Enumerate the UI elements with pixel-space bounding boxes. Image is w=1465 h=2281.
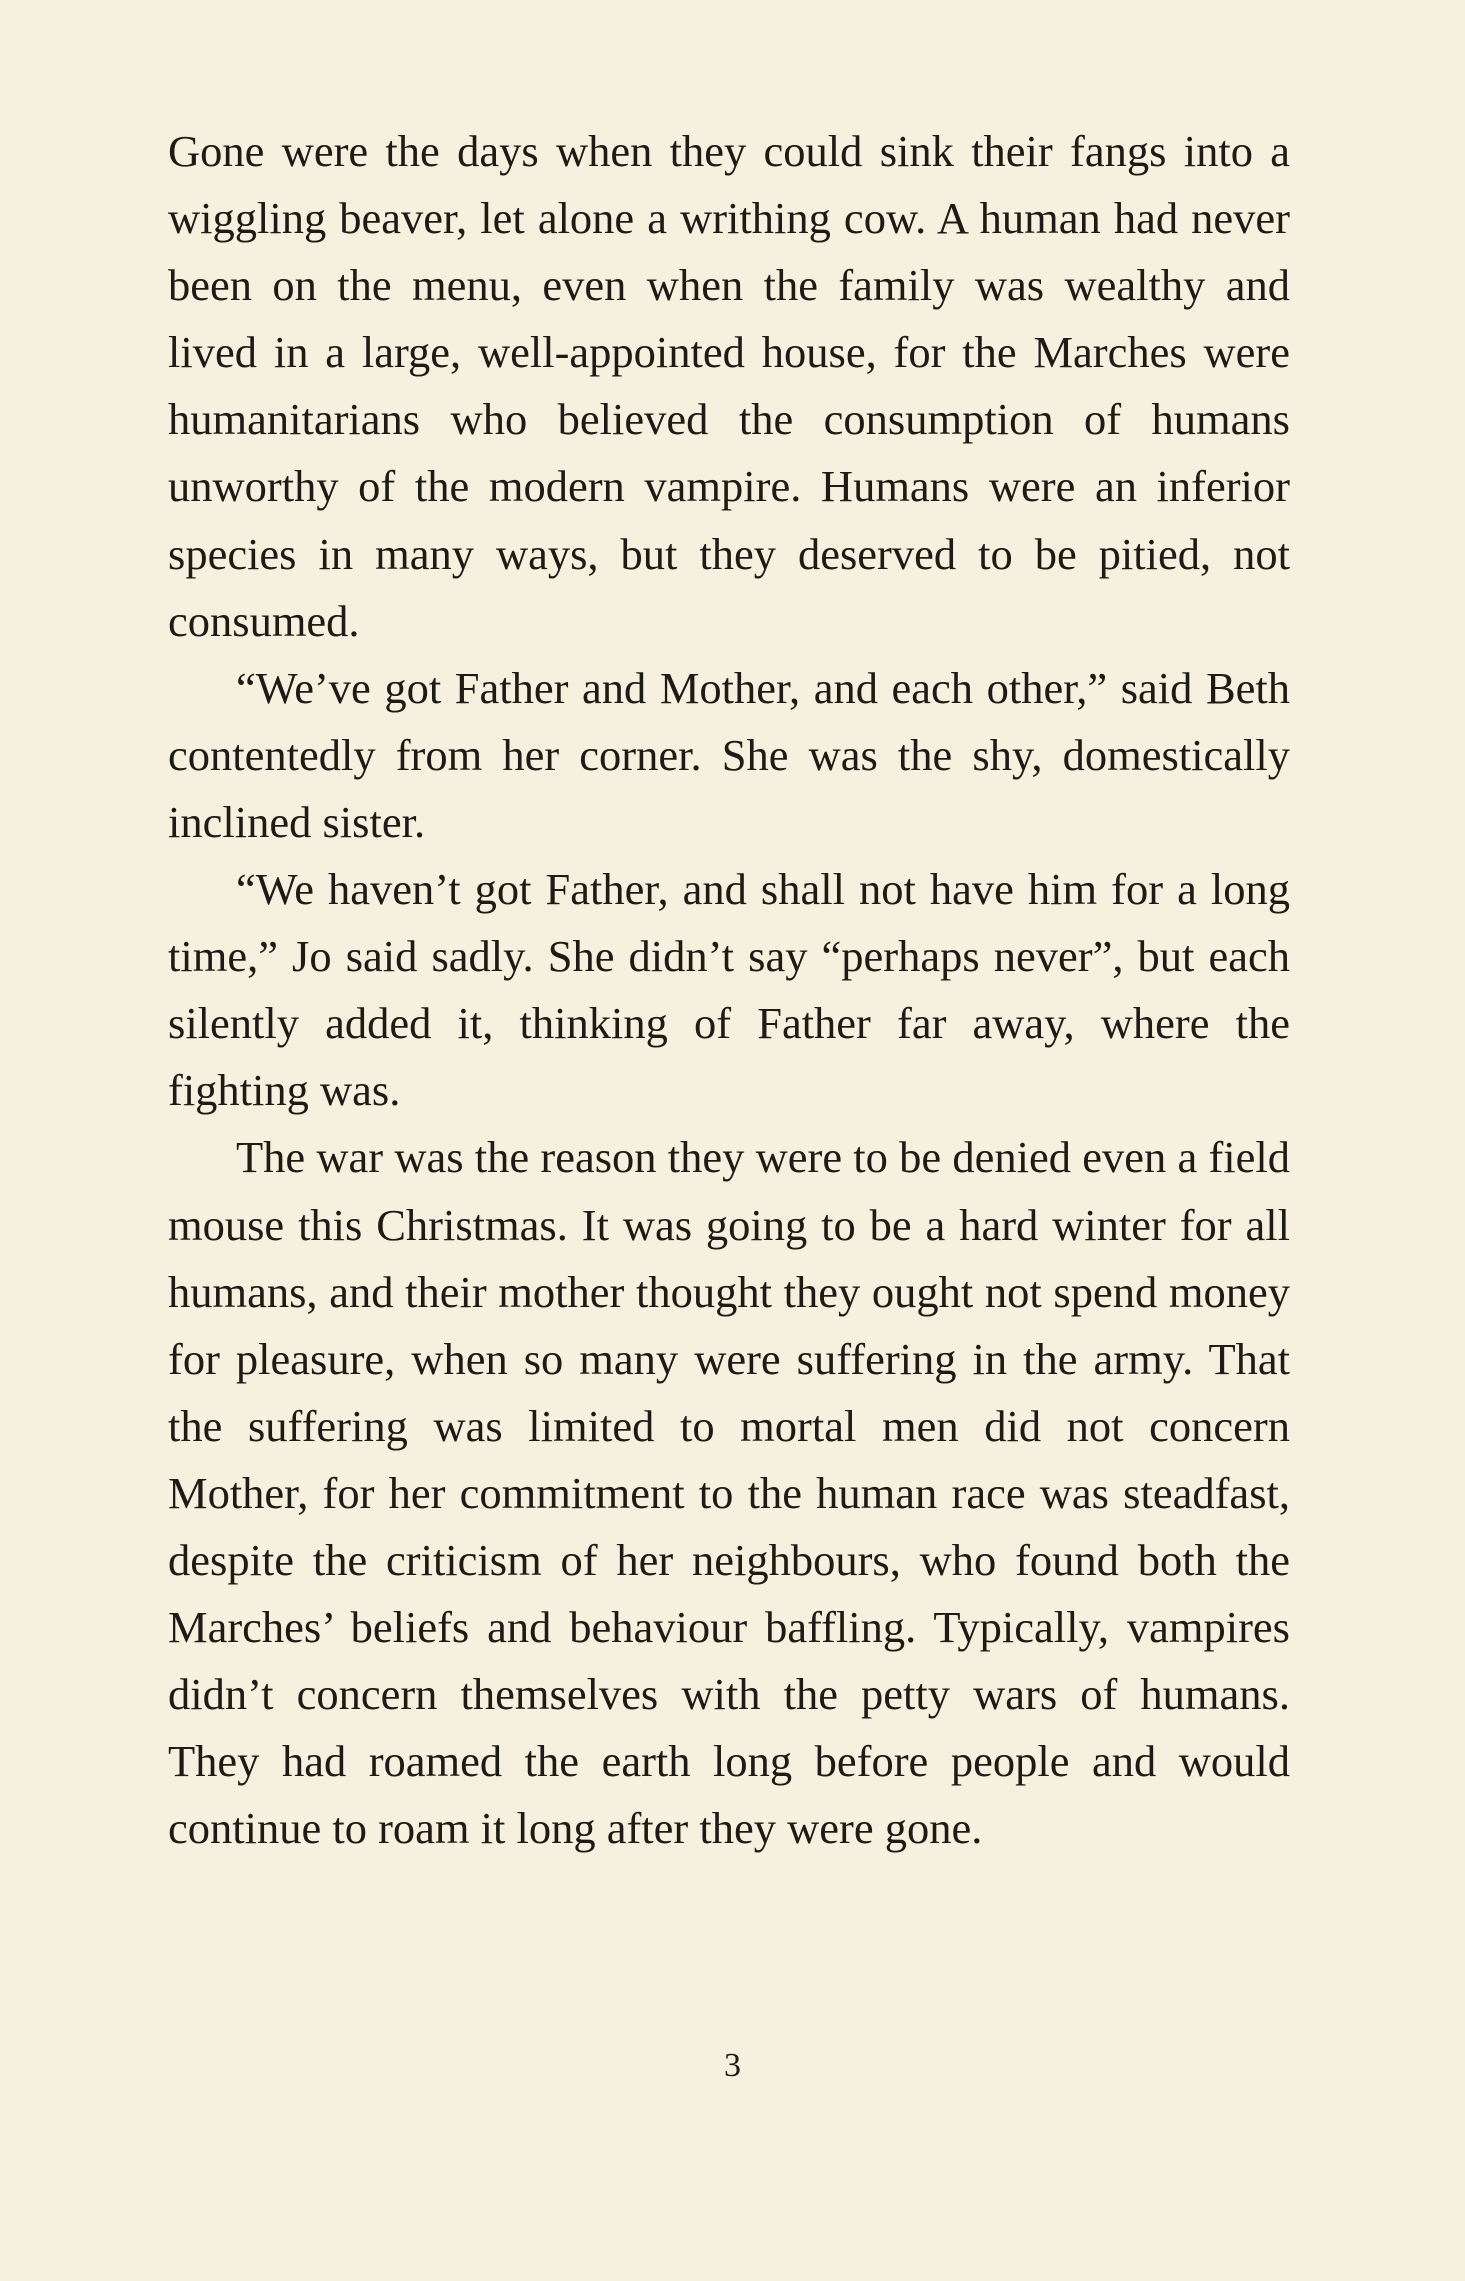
paragraph-2: “We’ve got Father and Mother, and each other,” said Beth contentedly from her corner. She was the shy, domestically inclined sister. (168, 662, 1290, 847)
paragraph-3: “We haven’t got Father, and shall not have him for a long time,” Jo said sadly. She didn’t say “perhaps never”, but each silently added it, thinking of Father far away, where the fighting was. (168, 864, 1290, 1116)
paragraph-4: The war was the reason they were to be denied even a field mouse this Christmas. It was going to be a hard winter for all humans, and their mother thought they ought not spend money for pleasure, when so many were suffering in the army. That the suffering was limited to mortal men did not concern Mother, for her commitment to the human race was steadfast, despite the criticism of her neighbours, who found both the Marches’ beliefs and behaviour baffling. Typically, vampires didn’t concern themselves with the petty wars of humans. They had roamed the earth long before people and would continue to roam it long after they were gone. (168, 1132, 1290, 1854)
body-text (168, 118, 1290, 1862)
paragraph-1: Gone were the days when they could sink their fangs into a wiggling beaver, let alone a writhing cow. A human had never been on the menu, even when the family was wealthy and lived in a large, well-appointed house, for the Marches were humanitarians who believed the consumption of humans unworthy of the modern vampire. Humans were an inferior species in many ways, but they deserved to be pitied, not consumed. (168, 126, 1290, 646)
page-number: 3 (724, 2047, 741, 2084)
